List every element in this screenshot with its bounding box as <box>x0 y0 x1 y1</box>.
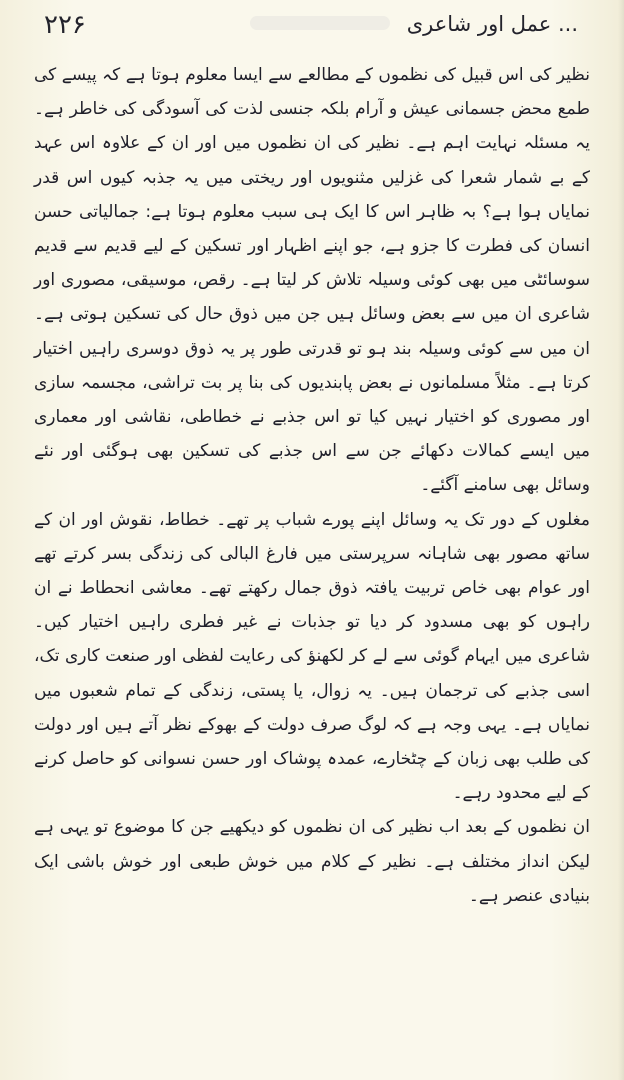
paragraph-2: مغلوں کے دور تک یہ وسائل اپنے پورے شباب پر تھے۔ خطاط، نقوش اور ان کے ساتھ مصور بھی شاہانہ سرپرستی میں فارغ البالی کی زندگی بسر کرتے تھے اور عوام بھی خاص تربیت یافتہ ذوق جمال رکھتے تھے۔ معاشی انحطاط نے ان راہوں کو بھی مسدود کر دیا تو جذبات نے غیر فطری راہیں اختیار کیں۔ شاعری میں ایہام گوئی سے لے کر لکھنؤ کی رعایت لفظی اور صنعت کاری تک، اسی جذبے کی ترجمان ہیں۔ یہ زوال، یا پستی، زندگی کے تمام شعبوں میں نمایاں ہے۔ یہی وجہ ہے کہ لوگ صرف دولت کے بھوکے نظر آتے ہیں اور دولت کی طلب بھی زبان کے چٹخارے، عمدہ پوشاک اور حسن نسوانی کو حاصل کرنے کے لیے محدود رہے۔ <box>34 509 590 804</box>
page-number: ۲۲۶ <box>44 10 86 40</box>
running-head: ... عمل اور شاعری <box>406 12 578 36</box>
page-edge-shadow <box>618 0 624 1080</box>
paragraph-3: ان نظموں کے بعد اب نظیر کی ان نظموں کو دیکھیے جن کا موضوع تو یہی ہے لیکن انداز مختلف ہے۔ نظیر کے کلام میں خوش طبعی اور خوش باشی ایک بنیادی عنصر ہے۔ <box>34 817 590 906</box>
page-body <box>34 58 590 913</box>
paragraph-1: نظیر کی اس قبیل کی نظموں کے مطالعے سے ایسا معلوم ہوتا ہے کہ پیسے کی طمع محض جسمانی عیش و آرام بلکہ جنسی لذت کی آسودگی کی خاطر ہے۔ یہ مسئلہ نہایت اہم ہے۔ نظیر کی ان نظموں میں اور ان کے علاوہ اس عہد کے بے شمار شعرا کی غزلیں مثنویوں اور ریختی میں یہ جذبہ کیوں اس قدر نمایاں ہوا ہے؟ بہ ظاہر اس کا ایک ہی سبب معلوم ہوتا ہے: جمالیاتی حسن انسان کی فطرت کا جزو ہے، جو اپنے اظہار اور تسکین کے لیے قدیم سے قدیم سوسائٹی میں بھی کوئی وسیلہ تلاش کر لیتا ہے۔ رقص، موسیقی، مصوری اور شاعری ان میں سے بعض وسائل ہیں جن میں ذوق حال کی تسکین ہوتی ہے۔ ان میں سے کوئی وسیلہ بند ہو تو قدرتی طور پر یہ ذوق دوسری راہیں اختیار کرتا ہے۔ مثلاً مسلمانوں نے بعض پابندیوں کی بنا پر بت تراشی، مجسمہ سازی اور مصوری کو اختیار نہیں کیا تو اس جذبے نے خطاطی، نقاشی اور معماری میں ایسے کمالات دکھائے جن سے اس جذبے کی تسکین بھی ہوگئی اور نئے وسائل بھی سامنے آگئے۔ <box>34 65 590 496</box>
faded-stamp <box>250 16 390 30</box>
